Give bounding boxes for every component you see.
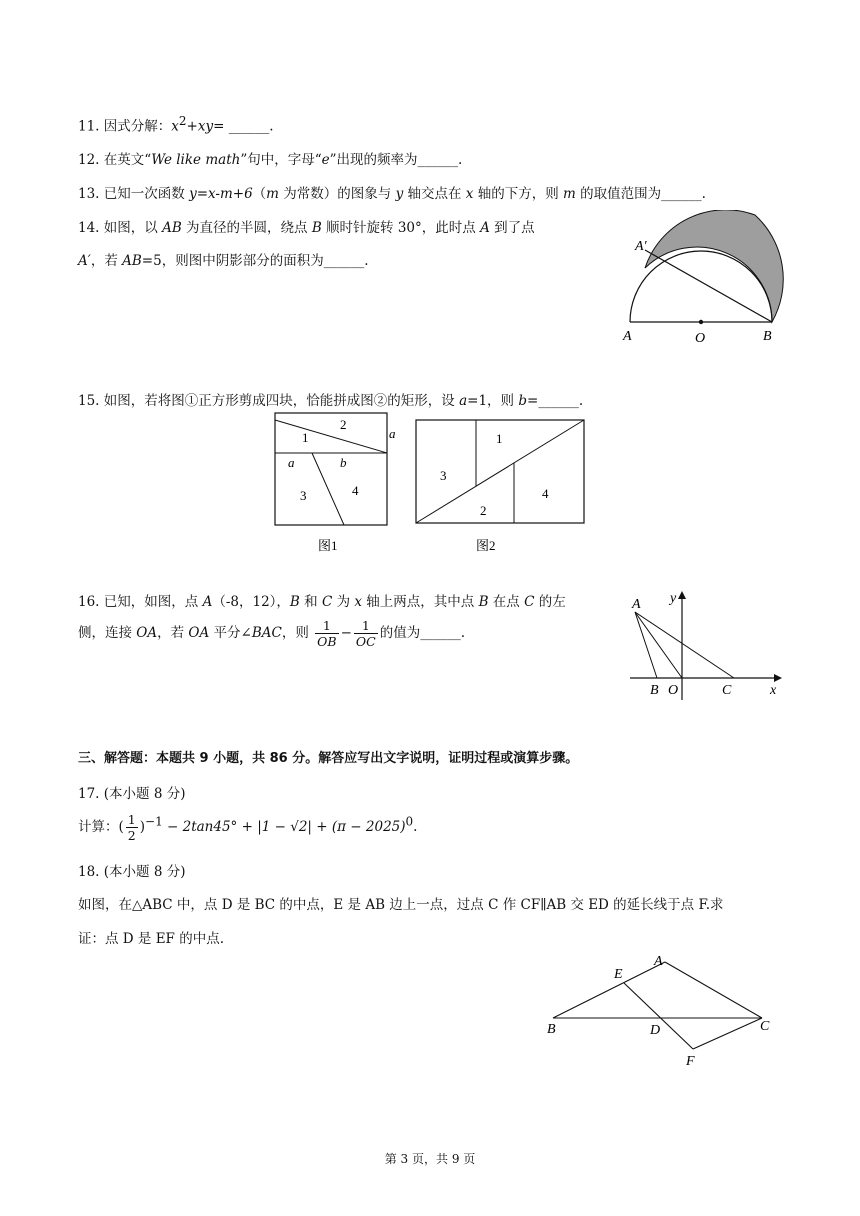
coordinates: （-8，12）， [212,594,290,610]
figure-q15-rectangle [410,412,590,555]
piece-4-label: 4 [542,486,549,501]
math-var: AB [162,220,182,236]
section-3-heading: 三、解答题：本题共 9 小题，共 86 分。解答应写出文字说明，证明过程或演算步骤。 [78,751,579,766]
caption-fig1: 图1 [318,538,338,553]
segment-a-label: a [288,455,295,470]
math-var: A′ [78,253,91,269]
caption-fig2: 图2 [476,538,496,553]
math-expr: − 2tan45° + |1 − √2| + (π − 2025) [162,819,406,835]
question-text: =5，则图中阴影部分的面积为 [141,253,324,269]
fraction-numerator: 1 [354,618,378,634]
question-text: 轴交点在 [403,186,466,202]
side-a-label: a [389,426,396,441]
segment-ab [635,612,657,678]
question-text: 为 [332,594,355,610]
question-text: 如图，以 [103,220,163,236]
math-var: A [202,594,213,610]
fraction-numerator: 1 [127,812,136,827]
piece-3-label: 3 [440,468,447,483]
question-text: 的取值范围为 [575,186,662,202]
math-var: x [465,186,474,202]
question-17-header [78,782,186,802]
math-var: B [311,220,322,236]
question-text: 侧，连接 [78,625,137,641]
segment-ao [635,612,682,678]
question-text: 轴上两点，其中点 [362,594,479,610]
question-16-line2 [78,618,465,649]
label-b: B [650,683,659,698]
piece-3-label: 3 [300,488,307,503]
math-var: BAC [251,625,282,641]
math-var: m [266,186,279,202]
minus-sign: − [340,625,352,641]
question-text: 已知，如图，点 [103,594,203,610]
question-text: （ [252,186,267,202]
question-text: 的值为 [379,625,421,641]
piece-1-label: 1 [496,431,503,446]
math-var: OA [188,625,210,641]
math-var: y [395,186,404,202]
exponent: 2 [178,114,187,128]
question-17-expression [78,812,417,843]
question-text: ”句中，字母“ [240,152,322,168]
math-expr: +xy= [186,118,225,135]
question-text: 在英文“ [103,152,152,168]
question-text: 因式分解： [103,118,172,135]
question-text: 为直径的半圆，绕点 [181,220,312,236]
english-phrase: We like math [151,152,241,168]
side-ab [553,962,665,1018]
math-var: AB [122,253,142,269]
question-text: =1，则 [467,393,519,409]
answer-blank: ______. [323,253,369,269]
segment-cf [693,1018,762,1049]
question-number: 12. [78,152,100,168]
question-text: 如图，若将图①正方形剪成四块，恰能拼成图②的矩形，设 [103,393,460,409]
math-var: x [354,594,362,610]
math-var: B [478,594,489,610]
open-paren: ( [118,819,124,835]
question-text: ，则 [281,625,309,641]
question-number: 16. [78,594,100,610]
question-number: 11. [78,118,100,135]
question-text: 的左 [534,594,566,610]
question-14-line1 [78,216,535,236]
figure-q15-square [268,405,408,555]
question-text: 已知一次函数 [103,186,190,202]
figure-q18-triangle [540,948,780,1073]
piece-2-label: 2 [340,417,347,432]
segment-b-label: b [340,455,347,470]
answer-blank: ______. [661,186,706,202]
y-axis-arrow [678,591,686,599]
answer-blank: ______. [538,393,584,409]
exponent: −1 [145,814,163,829]
exponent: 0 [405,814,414,829]
fraction-numerator: 1 [315,618,338,634]
label-x: x [770,683,777,698]
segment-ef [624,983,693,1049]
question-18-line1: 如图，在△ABC 中，点 D 是 BC 的中点，E 是 AB 边上一点，过点 C 作 CF∥AB 交 ED 的延长线于点 F.求 [78,897,724,913]
label-d: D [650,1023,661,1038]
fraction-denominator: 2 [127,828,136,843]
math-var: m [563,186,576,202]
question-18-line2: 证：点 D 是 EF 的中点. [78,931,225,947]
segment-ac [635,612,734,678]
period: . [413,819,418,835]
cut-diagonal [275,420,387,453]
piece-1-label: 1 [302,430,309,445]
question-text: 平分∠ [209,625,252,641]
label-b: B [547,1022,556,1037]
question-text: 轴的下方，则 [473,186,564,202]
piece-4-label: 4 [352,483,359,498]
fraction-1-over-ob [315,618,338,649]
math-var: C [524,594,535,610]
question-18-header [78,860,186,880]
letter: e [321,152,330,168]
label-y: y [670,591,677,606]
fraction-denominator: OB [317,634,337,649]
close-paren: ) [139,819,146,835]
points-note: (本小题 8 分) [103,864,186,880]
question-text: 计算： [78,819,119,835]
label-a: A [623,329,632,344]
figure-q14-rotated-semicircle [615,210,790,350]
side-ac [665,962,762,1018]
piece-2-label: 2 [480,503,487,518]
question-number: 17. [78,786,100,802]
page-footer: 第 3 页，共 9 页 [384,1152,476,1166]
question-text: 和 [299,594,322,610]
label-e: E [614,967,623,982]
question-text: 到了点 [489,220,535,236]
answer-blank: ______. [420,625,466,641]
question-text: = [527,393,539,409]
fraction-one-half [126,812,138,843]
fraction-denominator: OC [355,634,376,649]
label-a-prime: A′ [635,239,647,254]
math-var: a [459,393,468,409]
math-var: OA [136,625,158,641]
question-16-line1 [78,590,566,610]
math-var: b [518,393,527,409]
label-a: A [654,954,663,969]
label-f: F [686,1054,695,1069]
math-var: A [480,220,490,236]
question-text: 在点 [488,594,525,610]
math-var: C [321,594,333,610]
question-text: 顺时针旋转 30°，此时点 [321,220,481,236]
figure-q16-coordinate [622,585,787,705]
question-11 [78,114,274,135]
answer-blank: ______. [417,152,463,168]
label-o: O [668,683,679,698]
fraction-1-over-oc [354,618,378,649]
question-text: 为常数）的图象与 [278,186,396,202]
shaded-region [645,210,783,322]
question-13 [78,182,706,202]
function-expr: y=x-m+6 [189,186,253,202]
x-axis-arrow [774,674,782,682]
question-text: ，若 [157,625,189,641]
question-number: 18. [78,864,100,880]
question-number: 14. [78,220,100,236]
question-text: ，若 [90,253,123,269]
math-var: x [171,118,179,135]
label-o: O [695,331,706,346]
math-var: B [289,594,300,610]
question-12 [78,148,462,168]
question-text: ”出现的频率为 [329,152,418,168]
center-point-o [699,320,703,324]
label-a: A [632,597,641,612]
points-note: (本小题 8 分) [103,786,186,802]
label-c: C [760,1019,770,1034]
label-b: B [763,329,772,344]
question-number: 15. [78,393,100,409]
question-14-line2 [78,249,369,269]
answer-blank: ______. [228,118,274,135]
question-number: 13. [78,186,100,202]
label-c: C [722,683,732,698]
